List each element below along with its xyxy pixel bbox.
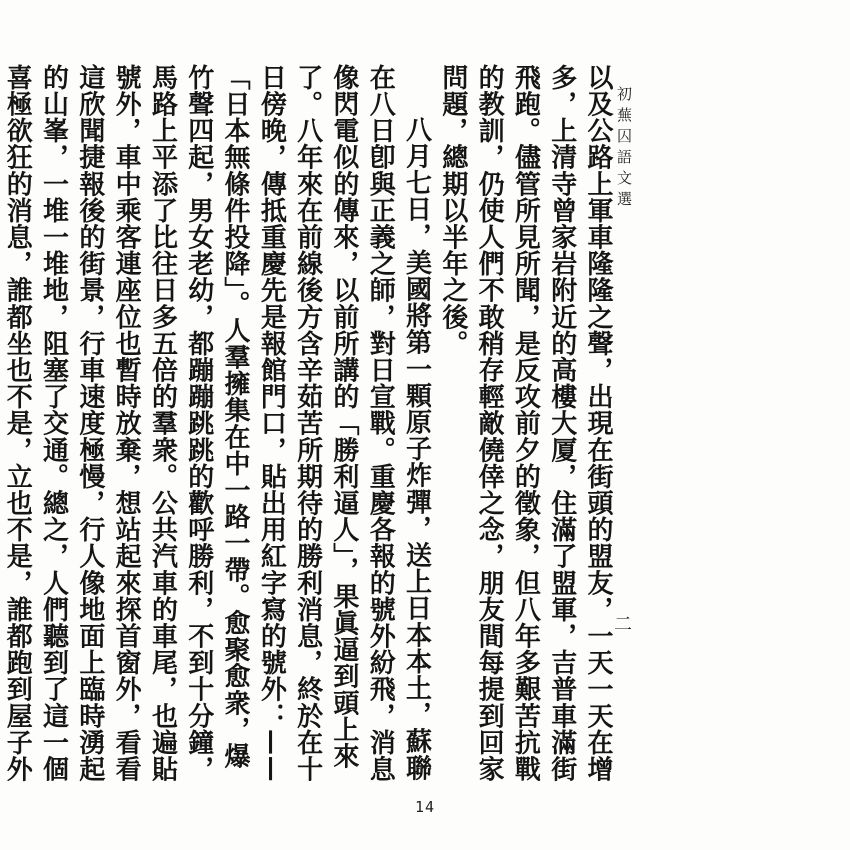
body-text bbox=[0, 64, 616, 794]
running-title: 初蕪囚語文選 bbox=[615, 86, 633, 212]
page-mark: 二 bbox=[611, 614, 632, 632]
paragraph: 以及公路上軍車隆隆之聲，出現在街頭的盟友，一天一天在增多，上清寺曾家岩附近的高樓大厦，住滿了盟軍，吉普車滿街飛跑。儘管所見所聞，是反攻前夕的徵象，但八年多艱苦抗戰的教訓，仍使人們不敢稍存輕敵僥倖之念，朋友間每提到回家問題，總期以半年之後。 bbox=[437, 64, 613, 783]
paragraph: 八月七日，美國將第一顆原子炸彈，送上日本本土，蘇聯在八日卽與正義之師，對日宣戰。重慶各報的號外紛飛，消息像閃電似的傳來，以前所講的「勝利逼人」，果眞逼到頭上來了。八年來在前線後方含辛茹苦所期待的勝利消息，終於在十日傍晚，傳抵重慶先是報館門口，貼出用紅字寫的號外：——「日本無條件投降」。人羣擁集在中一路一帶。愈聚愈衆，爆竹聲四起，男女老幼，都蹦蹦跳跳的歡呼勝利，不到十分鐘，馬路上平添了比往日多五倍的羣衆。公共汽車的車尾，也遍貼號外，車中乘客連座位也暫時放棄，想站起來探首窗外，看看這欣聞捷報後的街景，行車速度極慢，行人像地面上臨時湧起的山峯，一堆一堆地，阻塞了交通。總之，人們聽到了這一個喜極欲狂的消息，誰都坐也不是，立也不是，誰都跑到屋子外 bbox=[2, 64, 432, 783]
page-number: 14 bbox=[414, 798, 436, 816]
